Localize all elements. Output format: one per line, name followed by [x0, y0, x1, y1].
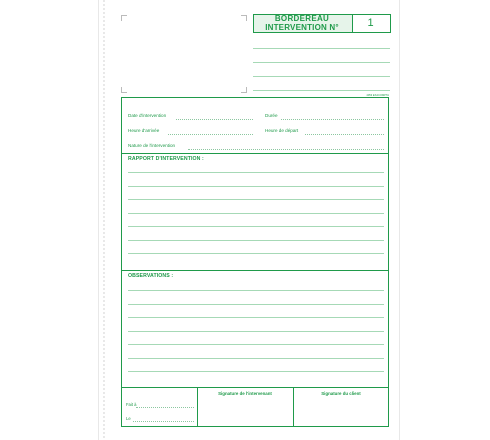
le-line	[133, 421, 194, 422]
date-label: Date d'intervention	[128, 113, 167, 118]
duree-label: Durée	[265, 113, 278, 118]
header-title-line2: INTERVENTION N°	[265, 23, 339, 32]
le-label: Le	[126, 416, 131, 421]
header-title-line1: BORDEREAU	[274, 14, 330, 23]
nature-label: Nature de l'intervention	[128, 143, 176, 148]
crop-mark-top-right	[241, 15, 247, 21]
reference-code: 4053 EXACOMPTA	[366, 93, 389, 97]
observations-heading: OBSERVATIONS :	[128, 273, 174, 279]
writing-line	[128, 304, 384, 305]
heure-depart-label: Heure de départ	[265, 128, 299, 133]
crop-mark-bottom-right	[241, 87, 247, 93]
heure-arrivee-line	[168, 134, 253, 135]
heure-depart-line	[305, 134, 384, 135]
writing-line	[128, 240, 384, 241]
signature-intervenant-label: Signature de l'intervenant	[218, 391, 272, 396]
writing-line	[128, 371, 384, 372]
date-line	[176, 119, 253, 120]
writing-line	[128, 317, 384, 318]
fait-a-label: Fait à	[126, 402, 137, 407]
duree-line	[281, 119, 384, 120]
fait-a-line	[136, 407, 194, 408]
observations-separator	[121, 270, 389, 271]
intervention-number: 1	[367, 17, 374, 29]
writing-line	[128, 186, 384, 187]
writing-line	[128, 213, 384, 214]
writing-line	[128, 358, 384, 359]
writing-line	[128, 226, 384, 227]
address-line-4	[253, 90, 390, 91]
signature-separator	[121, 387, 389, 388]
crop-mark-bottom-left	[121, 87, 127, 93]
writing-line	[128, 331, 384, 332]
crop-mark-top-left	[121, 15, 127, 21]
address-line-1	[253, 48, 390, 49]
rapport-separator	[121, 153, 389, 154]
address-line-2	[253, 62, 390, 63]
rapport-heading: RAPPORT D'INTERVENTION :	[128, 156, 204, 162]
heure-arrivee-label: Heure d'arrivée	[128, 128, 160, 133]
address-line-3	[253, 76, 390, 77]
writing-line	[128, 344, 384, 345]
nature-line	[188, 149, 384, 150]
writing-line	[128, 172, 384, 173]
signature-client-label: Signature du client	[321, 391, 361, 396]
writing-line	[128, 199, 384, 200]
writing-line	[128, 290, 384, 291]
perforation-margin	[98, 0, 108, 440]
writing-line	[128, 253, 384, 254]
